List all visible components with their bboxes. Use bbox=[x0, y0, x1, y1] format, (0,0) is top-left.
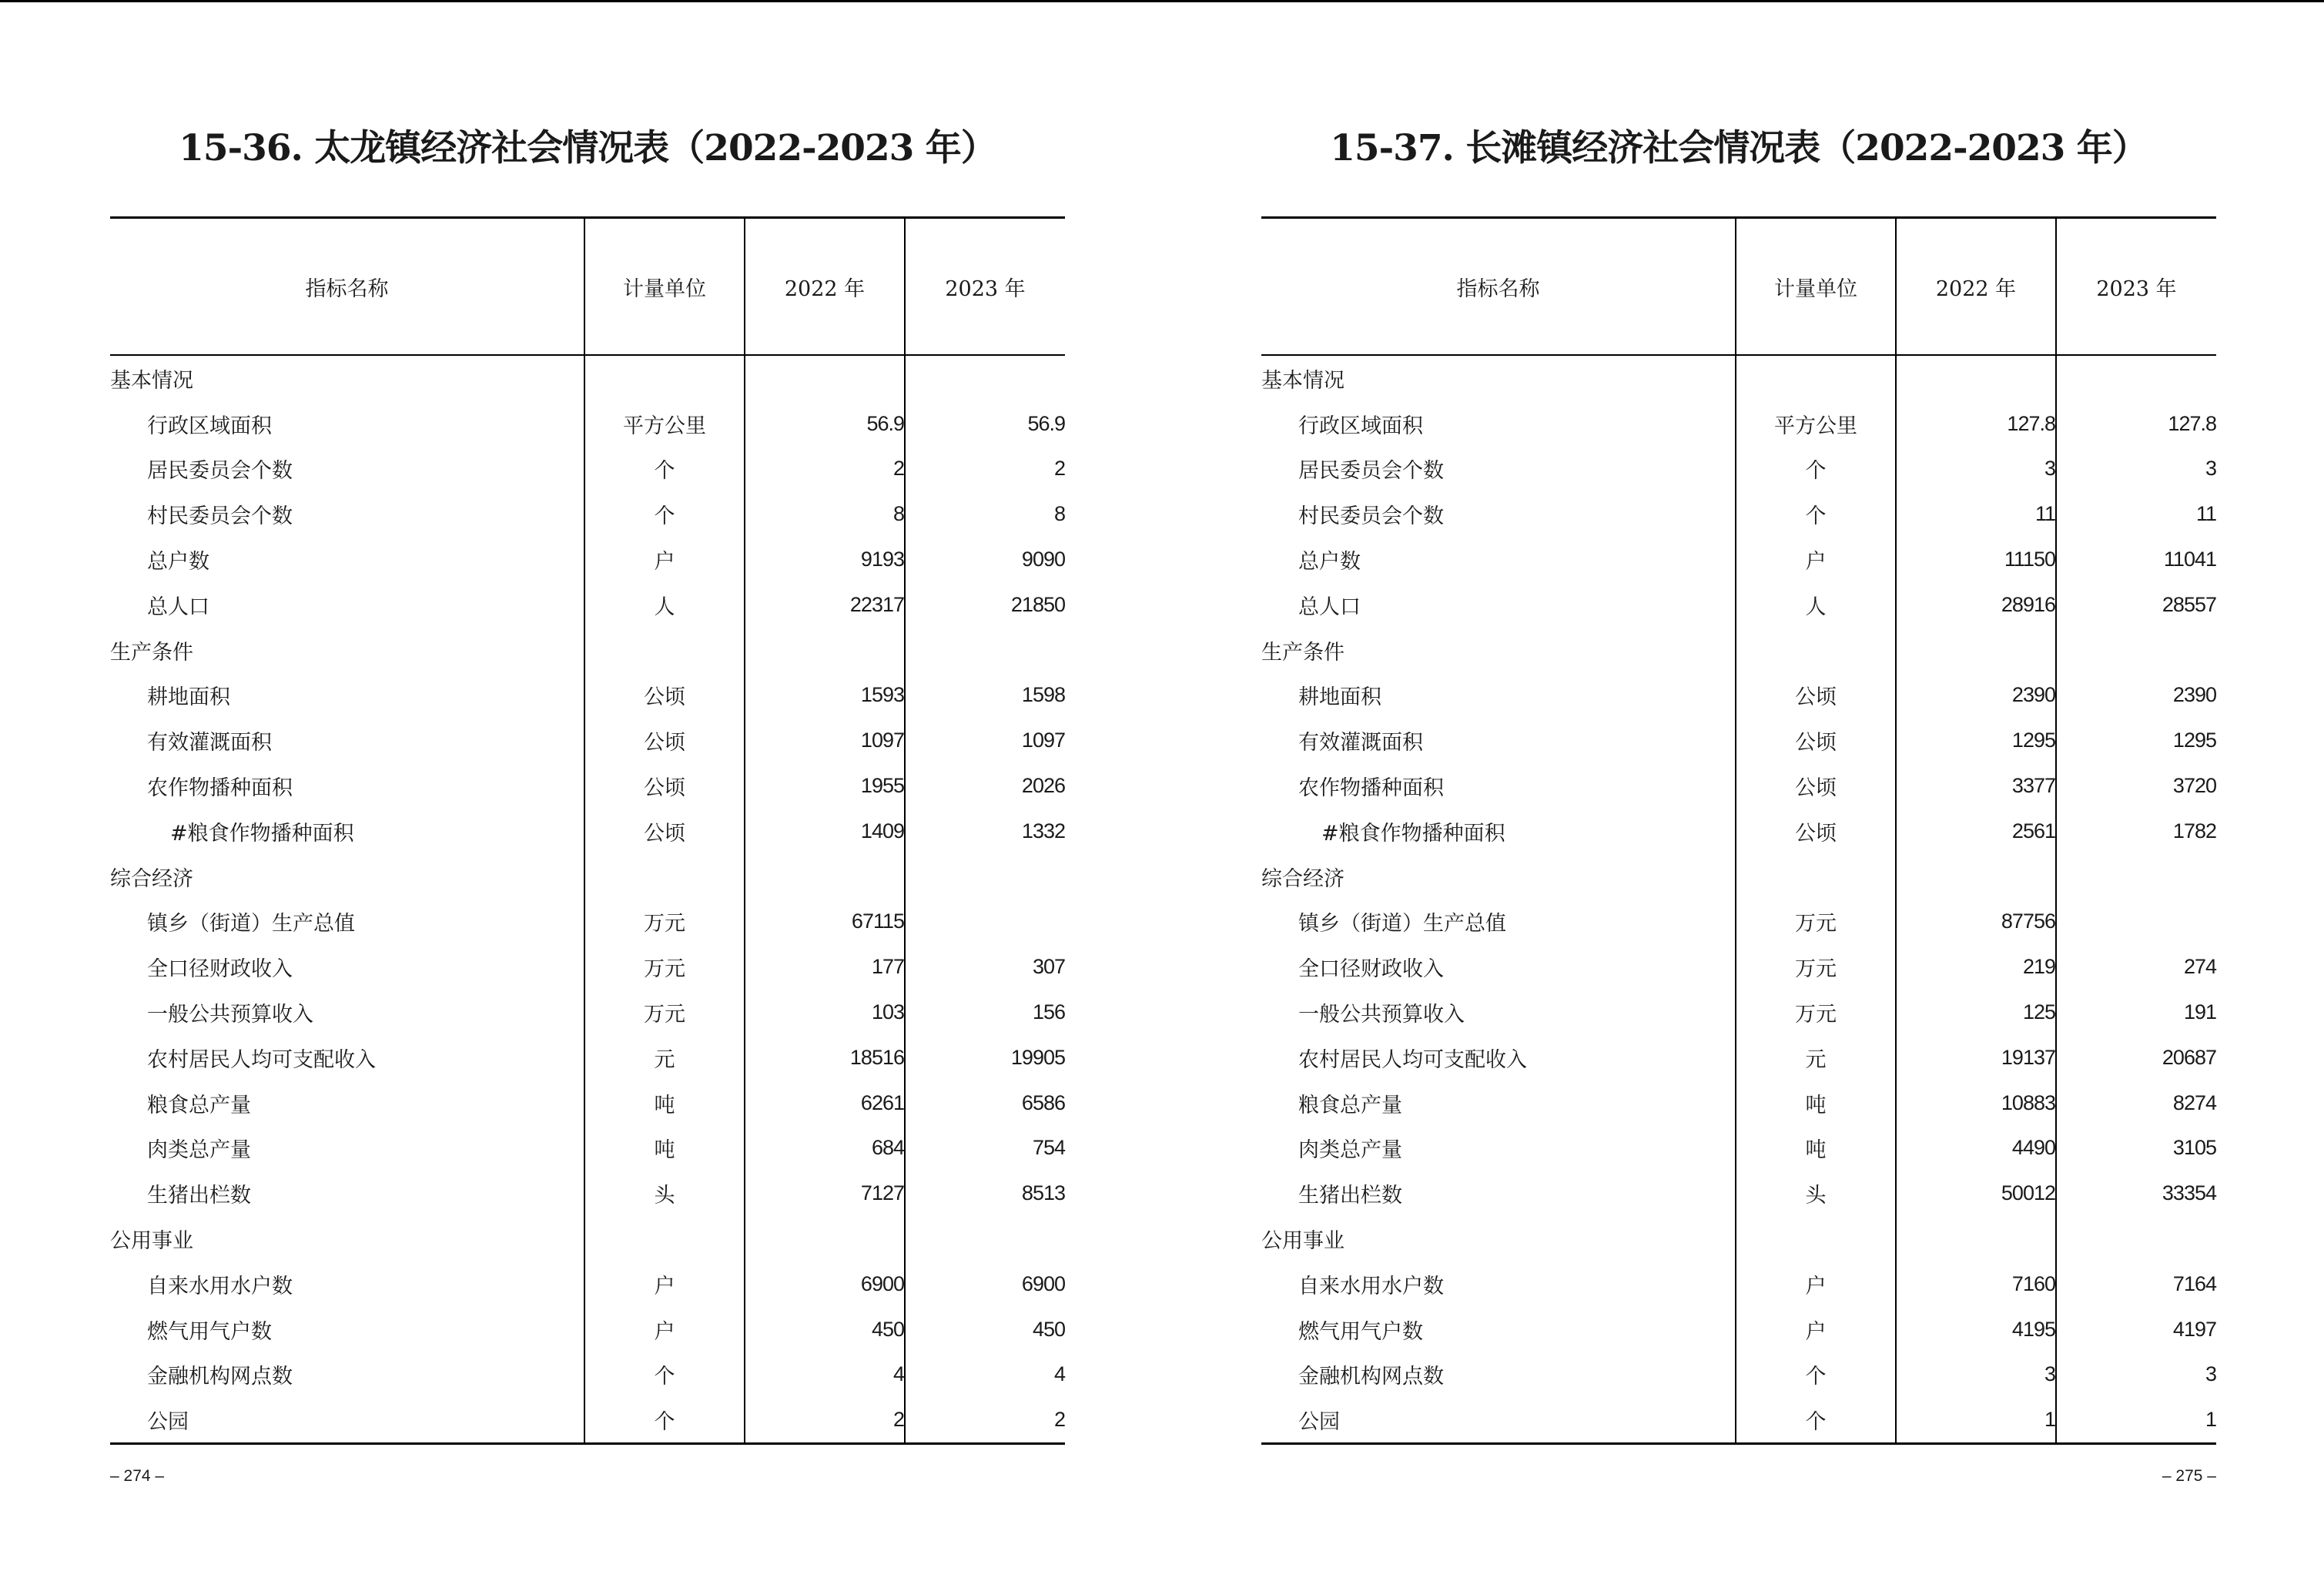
indicator-name-cell: 燃气用气户数 bbox=[1298, 1319, 1423, 1344]
value-2023-cell: 274 bbox=[2056, 944, 2216, 990]
unit-cell: 元 bbox=[1736, 1035, 1896, 1080]
indicator-name-cell: 自来水用水户数 bbox=[147, 1274, 293, 1298]
value-2022-cell: 127.8 bbox=[1896, 401, 2056, 447]
section-row bbox=[110, 854, 1065, 900]
unit-cell bbox=[584, 854, 745, 900]
value-2023-cell: 3 bbox=[2056, 447, 2216, 492]
value-2023-cell: 1097 bbox=[905, 718, 1065, 763]
indicator-name-cell: 农作物播种面积 bbox=[1298, 776, 1444, 801]
table-row bbox=[110, 1307, 1065, 1352]
indicator-name-cell: #粮食作物播种面积 bbox=[1321, 821, 1505, 846]
unit-cell bbox=[1736, 1216, 1896, 1261]
table-row bbox=[1261, 809, 2216, 854]
indicator-name-cell: 总人口 bbox=[1298, 595, 1361, 619]
value-2022-cell: 11 bbox=[1896, 491, 2056, 537]
value-2022-cell bbox=[1896, 628, 2056, 673]
indicator-name-cell: #粮食作物播种面积 bbox=[170, 821, 354, 846]
value-2023-cell: 20687 bbox=[2056, 1035, 2216, 1080]
unit-cell: 元 bbox=[584, 1035, 745, 1080]
value-2023-cell: 8 bbox=[905, 491, 1065, 537]
value-2023-cell: 9090 bbox=[905, 537, 1065, 582]
value-2023-cell: 1332 bbox=[905, 809, 1065, 854]
indicator-name-cell: 基本情况 bbox=[110, 368, 193, 393]
unit-cell: 户 bbox=[584, 1307, 745, 1352]
unit-cell: 户 bbox=[584, 537, 745, 582]
value-2023-cell: 1598 bbox=[905, 673, 1065, 719]
table-row bbox=[110, 1080, 1065, 1126]
value-2022-cell bbox=[745, 1216, 905, 1261]
unit-cell: 公顷 bbox=[1736, 809, 1896, 854]
value-2022-cell: 3 bbox=[1896, 1352, 2056, 1398]
header-row bbox=[110, 218, 1065, 356]
page-number: – 275 – bbox=[2162, 1467, 2216, 1485]
indicator-name-cell: 肉类总产量 bbox=[147, 1138, 251, 1163]
table-row bbox=[110, 1352, 1065, 1398]
table-row bbox=[1261, 537, 2216, 582]
unit-cell: 头 bbox=[1736, 1171, 1896, 1216]
unit-cell: 个 bbox=[1736, 1352, 1896, 1398]
indicator-name-cell: 农作物播种面积 bbox=[147, 776, 293, 801]
unit-cell: 户 bbox=[1736, 1261, 1896, 1307]
page-right bbox=[1261, 0, 2216, 1588]
unit-cell bbox=[1736, 355, 1896, 401]
value-2022-cell: 1097 bbox=[745, 718, 905, 763]
value-2023-cell: 3 bbox=[2056, 1352, 2216, 1398]
value-2023-cell: 450 bbox=[905, 1307, 1065, 1352]
indicator-name-cell: 燃气用气户数 bbox=[147, 1319, 272, 1344]
value-2022-cell: 7160 bbox=[1896, 1261, 2056, 1307]
unit-cell bbox=[584, 628, 745, 673]
header-row bbox=[1261, 218, 2216, 356]
indicator-name-cell: 粮食总产量 bbox=[147, 1093, 251, 1117]
indicator-name-cell: 全口径财政收入 bbox=[1298, 957, 1444, 982]
indicator-name-cell: 生产条件 bbox=[1261, 640, 1345, 665]
table-row bbox=[1261, 401, 2216, 447]
unit-cell: 平方公里 bbox=[1736, 401, 1896, 447]
value-2022-cell: 22317 bbox=[745, 582, 905, 628]
value-2023-cell: 2 bbox=[905, 1397, 1065, 1443]
table-row bbox=[1261, 718, 2216, 763]
value-2022-cell: 10883 bbox=[1896, 1080, 2056, 1126]
value-2022-cell: 1955 bbox=[745, 763, 905, 809]
section-row bbox=[110, 355, 1065, 401]
page-number: – 274 – bbox=[110, 1467, 165, 1485]
table-row bbox=[1261, 673, 2216, 719]
value-2023-cell bbox=[905, 854, 1065, 900]
value-2023-cell: 33354 bbox=[2056, 1171, 2216, 1216]
table-row bbox=[110, 1035, 1065, 1080]
table-row bbox=[110, 1171, 1065, 1216]
value-2023-cell bbox=[905, 355, 1065, 401]
header-2023: 2023 年 bbox=[905, 218, 1065, 356]
indicator-name-cell: 村民委员会个数 bbox=[1298, 504, 1444, 529]
header-2022: 2022 年 bbox=[1896, 218, 2056, 356]
indicator-name-cell: 总户数 bbox=[147, 550, 209, 575]
indicator-name-cell: 金融机构网点数 bbox=[1298, 1365, 1444, 1389]
unit-cell: 个 bbox=[1736, 1397, 1896, 1443]
value-2023-cell: 156 bbox=[905, 990, 1065, 1035]
value-2022-cell bbox=[745, 854, 905, 900]
indicator-name-cell: 综合经济 bbox=[110, 866, 193, 891]
value-2023-cell: 307 bbox=[905, 944, 1065, 990]
table-row bbox=[1261, 763, 2216, 809]
indicator-name-cell: 耕地面积 bbox=[147, 685, 230, 710]
value-2022-cell: 6900 bbox=[745, 1261, 905, 1307]
value-2023-cell bbox=[905, 900, 1065, 945]
unit-cell: 吨 bbox=[584, 1080, 745, 1126]
value-2023-cell: 8274 bbox=[2056, 1080, 2216, 1126]
header-2023: 2023 年 bbox=[2056, 218, 2216, 356]
unit-cell bbox=[1736, 628, 1896, 673]
value-2023-cell: 1295 bbox=[2056, 718, 2216, 763]
value-2022-cell: 450 bbox=[745, 1307, 905, 1352]
value-2023-cell: 11041 bbox=[2056, 537, 2216, 582]
indicator-name-cell: 有效灌溉面积 bbox=[147, 731, 272, 755]
table-row bbox=[1261, 582, 2216, 628]
indicator-name-cell: 总人口 bbox=[147, 595, 209, 619]
unit-cell: 户 bbox=[1736, 537, 1896, 582]
value-2022-cell: 1593 bbox=[745, 673, 905, 719]
indicator-name-cell: 粮食总产量 bbox=[1298, 1093, 1402, 1117]
unit-cell: 人 bbox=[1736, 582, 1896, 628]
indicator-name-cell: 综合经济 bbox=[1261, 866, 1345, 891]
value-2023-cell bbox=[905, 628, 1065, 673]
value-2022-cell: 2 bbox=[745, 447, 905, 492]
unit-cell: 户 bbox=[584, 1261, 745, 1307]
unit-cell bbox=[584, 1216, 745, 1261]
indicator-name-cell: 自来水用水户数 bbox=[1298, 1274, 1444, 1298]
value-2023-cell bbox=[2056, 628, 2216, 673]
value-2022-cell: 9193 bbox=[745, 537, 905, 582]
indicator-name-cell: 基本情况 bbox=[1261, 368, 1345, 393]
value-2022-cell: 3377 bbox=[1896, 763, 2056, 809]
unit-cell: 户 bbox=[1736, 1307, 1896, 1352]
table-row bbox=[1261, 1171, 2216, 1216]
value-2022-cell: 56.9 bbox=[745, 401, 905, 447]
value-2023-cell: 127.8 bbox=[2056, 401, 2216, 447]
value-2022-cell: 2561 bbox=[1896, 809, 2056, 854]
value-2023-cell bbox=[2056, 900, 2216, 945]
value-2023-cell bbox=[2056, 355, 2216, 401]
table-row bbox=[1261, 1035, 2216, 1080]
table-row bbox=[1261, 447, 2216, 492]
indicator-name-cell: 农村居民人均可支配收入 bbox=[1298, 1047, 1527, 1072]
value-2023-cell: 2 bbox=[905, 447, 1065, 492]
unit-cell: 万元 bbox=[584, 900, 745, 945]
value-2023-cell: 11 bbox=[2056, 491, 2216, 537]
unit-cell: 个 bbox=[584, 1352, 745, 1398]
value-2023-cell: 2390 bbox=[2056, 673, 2216, 719]
indicator-name-cell: 镇乡（街道）生产总值 bbox=[1298, 912, 1506, 936]
value-2022-cell: 4195 bbox=[1896, 1307, 2056, 1352]
value-2022-cell bbox=[1896, 1216, 2056, 1261]
value-2022-cell: 3 bbox=[1896, 447, 2056, 492]
value-2022-cell bbox=[745, 628, 905, 673]
value-2022-cell: 1295 bbox=[1896, 718, 2056, 763]
value-2023-cell bbox=[2056, 1216, 2216, 1261]
header-2022: 2022 年 bbox=[745, 218, 905, 356]
section-row bbox=[1261, 854, 2216, 900]
stats-table bbox=[1261, 216, 2216, 1445]
table-title: 15-37. 长滩镇经济社会情况表（2022-2023 年） bbox=[1330, 127, 2148, 169]
value-2022-cell: 2390 bbox=[1896, 673, 2056, 719]
unit-cell bbox=[1736, 854, 1896, 900]
unit-cell: 平方公里 bbox=[584, 401, 745, 447]
indicator-name-cell: 全口径财政收入 bbox=[147, 957, 293, 982]
indicator-name-cell: 耕地面积 bbox=[1298, 685, 1381, 710]
indicator-name-cell: 村民委员会个数 bbox=[147, 504, 293, 529]
unit-cell: 个 bbox=[584, 447, 745, 492]
value-2023-cell: 2026 bbox=[905, 763, 1065, 809]
value-2023-cell: 3105 bbox=[2056, 1126, 2216, 1171]
table-row bbox=[1261, 900, 2216, 945]
indicator-name-cell: 生猪出栏数 bbox=[147, 1184, 251, 1208]
value-2023-cell: 754 bbox=[905, 1126, 1065, 1171]
table-title: 15-36. 太龙镇经济社会情况表（2022-2023 年） bbox=[179, 127, 996, 169]
value-2022-cell: 125 bbox=[1896, 990, 2056, 1035]
value-2023-cell: 6900 bbox=[905, 1261, 1065, 1307]
unit-cell: 公顷 bbox=[1736, 673, 1896, 719]
value-2023-cell: 21850 bbox=[905, 582, 1065, 628]
value-2022-cell: 219 bbox=[1896, 944, 2056, 990]
table-row bbox=[1261, 491, 2216, 537]
header-unit: 计量单位 bbox=[1736, 218, 1896, 356]
indicator-name-cell: 农村居民人均可支配收入 bbox=[147, 1047, 376, 1072]
value-2022-cell: 103 bbox=[745, 990, 905, 1035]
unit-cell: 公顷 bbox=[584, 809, 745, 854]
table-row bbox=[110, 718, 1065, 763]
table-row bbox=[110, 763, 1065, 809]
table-row bbox=[1261, 944, 2216, 990]
indicator-name-cell: 居民委员会个数 bbox=[1298, 459, 1444, 484]
value-2022-cell: 19137 bbox=[1896, 1035, 2056, 1080]
header-indicator: 指标名称 bbox=[110, 218, 584, 356]
value-2022-cell: 28916 bbox=[1896, 582, 2056, 628]
table-row bbox=[110, 990, 1065, 1035]
unit-cell: 吨 bbox=[584, 1126, 745, 1171]
table-row bbox=[110, 809, 1065, 854]
unit-cell: 万元 bbox=[584, 944, 745, 990]
unit-cell: 万元 bbox=[1736, 900, 1896, 945]
unit-cell: 公顷 bbox=[584, 673, 745, 719]
indicator-name-cell: 行政区域面积 bbox=[147, 414, 272, 438]
indicator-name-cell: 有效灌溉面积 bbox=[1298, 731, 1423, 755]
unit-cell: 吨 bbox=[1736, 1080, 1896, 1126]
value-2022-cell: 18516 bbox=[745, 1035, 905, 1080]
value-2023-cell: 28557 bbox=[2056, 582, 2216, 628]
unit-cell: 公顷 bbox=[1736, 763, 1896, 809]
table-row bbox=[110, 1261, 1065, 1307]
table-row bbox=[1261, 1307, 2216, 1352]
indicator-name-cell: 金融机构网点数 bbox=[147, 1365, 293, 1389]
value-2023-cell bbox=[2056, 854, 2216, 900]
value-2023-cell bbox=[905, 1216, 1065, 1261]
unit-cell: 万元 bbox=[1736, 990, 1896, 1035]
indicator-name-cell: 总户数 bbox=[1298, 550, 1361, 575]
value-2022-cell: 7127 bbox=[745, 1171, 905, 1216]
value-2023-cell: 4 bbox=[905, 1352, 1065, 1398]
stats-table bbox=[110, 216, 1065, 1445]
unit-cell: 个 bbox=[584, 1397, 745, 1443]
value-2023-cell: 7164 bbox=[2056, 1261, 2216, 1307]
value-2022-cell: 4490 bbox=[1896, 1126, 2056, 1171]
value-2023-cell: 6586 bbox=[905, 1080, 1065, 1126]
unit-cell: 个 bbox=[1736, 491, 1896, 537]
indicator-name-cell: 肉类总产量 bbox=[1298, 1138, 1402, 1163]
indicator-name-cell: 一般公共预算收入 bbox=[1298, 1003, 1465, 1027]
table-row bbox=[1261, 990, 2216, 1035]
value-2022-cell bbox=[745, 355, 905, 401]
table-row bbox=[1261, 1080, 2216, 1126]
indicator-name-cell: 公用事业 bbox=[1261, 1229, 1345, 1254]
table-row bbox=[1261, 1352, 2216, 1398]
value-2022-cell: 67115 bbox=[745, 900, 905, 945]
value-2022-cell: 2 bbox=[745, 1397, 905, 1443]
value-2023-cell: 8513 bbox=[905, 1171, 1065, 1216]
section-row bbox=[110, 1216, 1065, 1261]
header-indicator: 指标名称 bbox=[1261, 218, 1736, 356]
table-row bbox=[110, 1126, 1065, 1171]
value-2022-cell: 1409 bbox=[745, 809, 905, 854]
value-2022-cell: 8 bbox=[745, 491, 905, 537]
value-2022-cell: 177 bbox=[745, 944, 905, 990]
value-2023-cell: 3720 bbox=[2056, 763, 2216, 809]
table-row bbox=[110, 1397, 1065, 1443]
value-2022-cell: 684 bbox=[745, 1126, 905, 1171]
value-2022-cell bbox=[1896, 854, 2056, 900]
value-2023-cell: 191 bbox=[2056, 990, 2216, 1035]
unit-cell bbox=[584, 355, 745, 401]
unit-cell: 公顷 bbox=[1736, 718, 1896, 763]
section-row bbox=[1261, 628, 2216, 673]
value-2023-cell: 19905 bbox=[905, 1035, 1065, 1080]
value-2022-cell: 50012 bbox=[1896, 1171, 2056, 1216]
table-row bbox=[110, 537, 1065, 582]
table-row bbox=[1261, 1126, 2216, 1171]
unit-cell: 万元 bbox=[584, 990, 745, 1035]
value-2023-cell: 1 bbox=[2056, 1397, 2216, 1443]
indicator-name-cell: 公园 bbox=[147, 1410, 189, 1435]
indicator-name-cell: 行政区域面积 bbox=[1298, 414, 1423, 438]
table-row bbox=[110, 447, 1065, 492]
value-2022-cell: 4 bbox=[745, 1352, 905, 1398]
value-2022-cell: 11150 bbox=[1896, 537, 2056, 582]
value-2022-cell: 6261 bbox=[745, 1080, 905, 1126]
section-row bbox=[110, 628, 1065, 673]
table-row bbox=[110, 491, 1065, 537]
unit-cell: 万元 bbox=[1736, 944, 1896, 990]
value-2023-cell: 4197 bbox=[2056, 1307, 2216, 1352]
header-unit: 计量单位 bbox=[584, 218, 745, 356]
indicator-name-cell: 一般公共预算收入 bbox=[147, 1003, 313, 1027]
indicator-name-cell: 公园 bbox=[1298, 1410, 1340, 1435]
indicator-name-cell: 公用事业 bbox=[110, 1229, 193, 1254]
table-row bbox=[110, 582, 1065, 628]
indicator-name-cell: 生产条件 bbox=[110, 640, 193, 665]
value-2022-cell: 1 bbox=[1896, 1397, 2056, 1443]
table-row bbox=[110, 944, 1065, 990]
table-row bbox=[110, 673, 1065, 719]
indicator-name-cell: 生猪出栏数 bbox=[1298, 1184, 1402, 1208]
unit-cell: 个 bbox=[1736, 447, 1896, 492]
value-2023-cell: 56.9 bbox=[905, 401, 1065, 447]
unit-cell: 个 bbox=[584, 491, 745, 537]
page-left bbox=[110, 0, 1065, 1588]
value-2023-cell: 1782 bbox=[2056, 809, 2216, 854]
table-row bbox=[110, 900, 1065, 945]
unit-cell: 公顷 bbox=[584, 763, 745, 809]
unit-cell: 头 bbox=[584, 1171, 745, 1216]
indicator-name-cell: 居民委员会个数 bbox=[147, 459, 293, 484]
value-2022-cell bbox=[1896, 355, 2056, 401]
table-row bbox=[1261, 1261, 2216, 1307]
indicator-name-cell: 镇乡（街道）生产总值 bbox=[147, 912, 355, 936]
unit-cell: 人 bbox=[584, 582, 745, 628]
value-2022-cell: 87756 bbox=[1896, 900, 2056, 945]
section-row bbox=[1261, 1216, 2216, 1261]
table-row bbox=[1261, 1397, 2216, 1443]
unit-cell: 吨 bbox=[1736, 1126, 1896, 1171]
unit-cell: 公顷 bbox=[584, 718, 745, 763]
table-row bbox=[110, 401, 1065, 447]
section-row bbox=[1261, 355, 2216, 401]
